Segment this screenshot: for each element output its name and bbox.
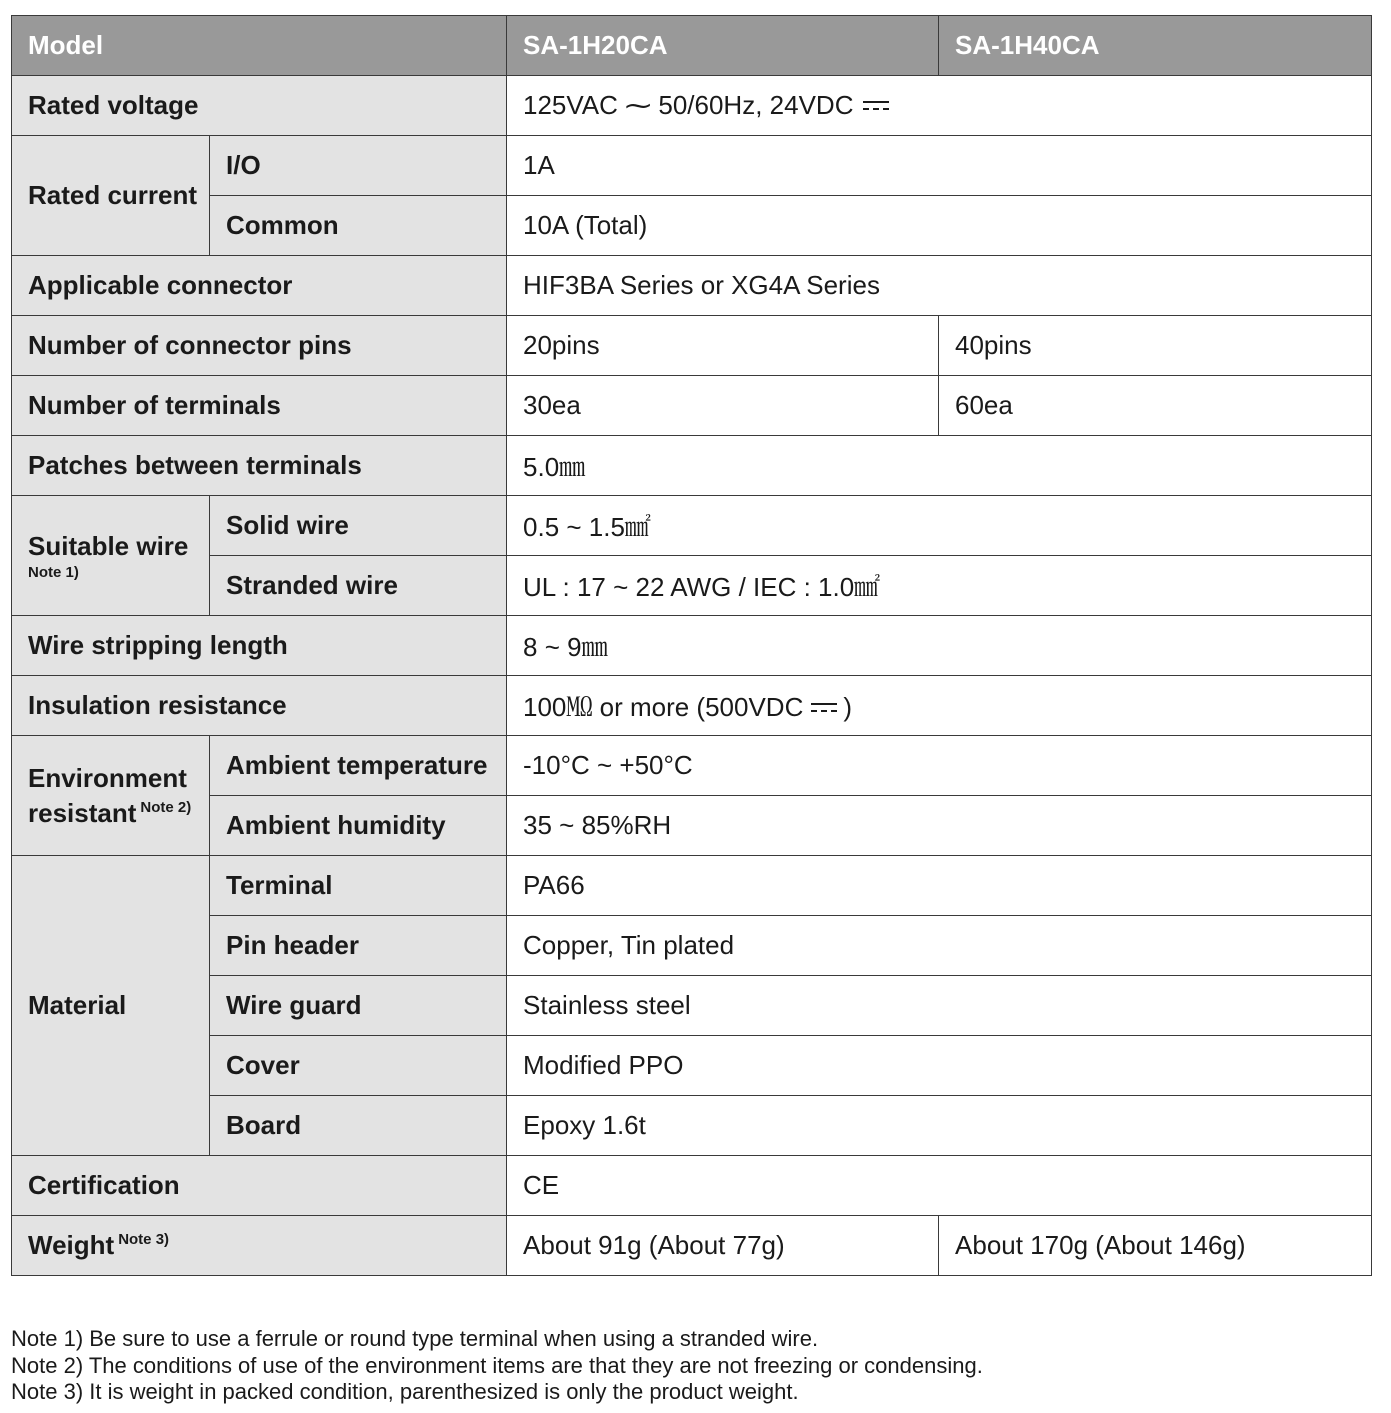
insulation-label: Insulation resistance [12,676,507,736]
insulation-value: 100㏁ or more (500VDC [523,692,804,722]
footnote-2: Note 2) The conditions of use of the environment items are that they are not freezing or condensing. [11,1352,983,1378]
connector-pins-value-1: 20pins [507,316,939,376]
patches-label: Patches between terminals [12,436,507,496]
row-material-board [12,1096,1372,1156]
ambient-humidity-value: 35 ~ 85%RH [507,796,1372,856]
common-value: 10A (Total) [507,196,1372,256]
terminals-value-2: 60ea [939,376,1372,436]
pin-header-label: Pin header [210,916,507,976]
row-weight [12,1216,1372,1276]
environment-label-cell [12,736,210,856]
weight-value-1: About 91g (About 77g) [507,1216,939,1276]
weight-label: Weight [28,1230,115,1260]
specifications-table [11,15,1372,1276]
environment-note: Note 2) [140,799,192,816]
row-stripping-length [12,616,1372,676]
solid-wire-value: 0.5 ~ 1.5㎟ [507,496,1372,556]
stranded-wire-label: Stranded wire [210,556,507,616]
wire-guard-value: Stainless steel [507,976,1372,1036]
connector-pins-value-2: 40pins [939,316,1372,376]
terminals-label: Number of terminals [12,376,507,436]
footnote-3: Note 3) It is weight in packed condition, parenthesized is only the product weight. [11,1379,799,1404]
material-terminal-label: Terminal [210,856,507,916]
suitable-wire-label: Suitable wire [28,530,189,561]
header-model-1: SA-1H20CA [507,16,939,76]
insulation-cell [507,676,1372,736]
weight-value-2: About 170g (About 146g) [939,1216,1372,1276]
environment-label-line1: Environment [28,763,187,793]
row-material-wire-guard [12,976,1372,1036]
cover-value: Modified PPO [507,1036,1372,1096]
rated-current-label: Rated current [12,136,210,256]
stripping-length-value: 8 ~ 9㎜ [507,616,1372,676]
pin-header-value: Copper, Tin plated [507,916,1372,976]
row-environment-temperature [12,736,1372,796]
suitable-wire-label-cell [12,496,210,616]
ambient-humidity-label: Ambient humidity [210,796,507,856]
row-material-terminal [12,856,1372,916]
row-rated-current-io [12,136,1372,196]
weight-note: Note 3) [118,1231,170,1248]
footnote-1: Note 1) Be sure to use a ferrule or round type terminal when using a stranded wire. [11,1326,819,1351]
header-model-2: SA-1H40CA [939,16,1372,76]
suitable-wire-note: Note 1) [28,563,79,581]
environment-label-line2: resistant [28,798,137,828]
row-suitable-wire-solid [12,496,1372,556]
board-value: Epoxy 1.6t [507,1096,1372,1156]
footnotes [11,1326,983,1406]
ambient-temperature-value: -10°C ~ +50°C [507,736,1372,796]
solid-wire-label: Solid wire [210,496,507,556]
certification-label: Certification [12,1156,507,1216]
row-certification [12,1156,1372,1216]
connector-pins-label: Number of connector pins [12,316,507,376]
ambient-temperature-label: Ambient temperature [210,736,507,796]
rated-voltage-cell [507,76,1372,136]
patches-value: 5.0㎜ [507,436,1372,496]
common-label: Common [210,196,507,256]
row-material-pin-header [12,916,1372,976]
io-label: I/O [210,136,507,196]
row-patches [12,436,1372,496]
stranded-wire-value: UL : 17 ~ 22 AWG / IEC : 1.0㎟ [507,556,1372,616]
row-insulation [12,676,1372,736]
cover-label: Cover [210,1036,507,1096]
row-environment-humidity [12,796,1372,856]
row-terminals [12,376,1372,436]
rated-voltage-value: 125VAC ⁓ 50/60Hz, 24VDC [523,90,854,120]
row-applicable-connector [12,256,1372,316]
applicable-connector-value: HIF3BA Series or XG4A Series [507,256,1372,316]
rated-voltage-label: Rated voltage [12,76,507,136]
applicable-connector-label: Applicable connector [12,256,507,316]
board-label: Board [210,1096,507,1156]
row-suitable-wire-stranded [12,556,1372,616]
row-connector-pins [12,316,1372,376]
row-rated-current-common [12,196,1372,256]
terminals-value-1: 30ea [507,376,939,436]
insulation-value-close: ) [843,692,853,722]
material-label: Material [12,856,210,1156]
row-material-cover [12,1036,1372,1096]
header-row [12,16,1372,76]
dc-symbol-icon [811,702,837,714]
row-rated-voltage [12,76,1372,136]
certification-value: CE [507,1156,1372,1216]
material-terminal-value: PA66 [507,856,1372,916]
dc-symbol-icon [863,100,889,112]
weight-label-cell [12,1216,507,1276]
stripping-length-label: Wire stripping length [12,616,507,676]
io-value: 1A [507,136,1372,196]
wire-guard-label: Wire guard [210,976,507,1036]
header-model-label: Model [12,16,507,76]
